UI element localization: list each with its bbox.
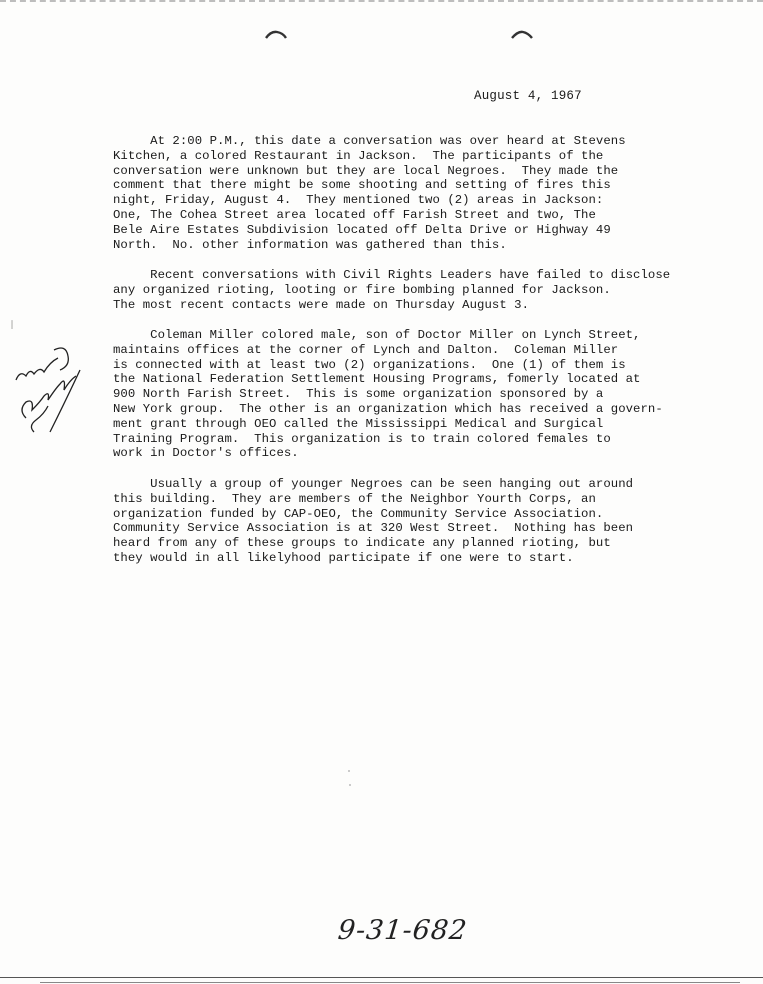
handwritten-file-number: 9-31-682: [336, 915, 469, 946]
paragraph-4: Usually a group of younger Negroes can be seen hanging out around this building. They are members of the Neighbor Yourth Corps, an organization funded by CAP-OEO, the Community Service Association. Community Service Association is at 320 West Street. Nothing has been heard from any of these groups to indicate any planned rioting, but they would in all likelyhood participate if one were to start.: [113, 477, 634, 565]
document-date: August 4, 1967: [474, 89, 582, 103]
punch-hole-mark-left: [265, 30, 287, 40]
margin-tick-mark: ᛁ: [9, 321, 15, 332]
punch-hole-mark-right: [511, 30, 533, 40]
handwritten-margin-signature: [4, 340, 84, 440]
paragraph-1: At 2:00 P.M., this date a conversation was over heard at Stevens Kitchen, a colored Restaurant in Jackson. The participants of the conversation were unknown but they are local Negroes. They made the comment that there might be some shooting and setting of fires this night, Friday, August 4. They mentioned two (2) areas in Jackson: One, The Cohea Street area located off Farish Street and two, The Bele Aire Estates Subdivision located off Delta Drive or Highway 49 North. No. other information was gathered than this.: [113, 134, 626, 252]
bottom-edge-line-secondary: [40, 982, 740, 983]
bottom-edge-line: [0, 977, 763, 978]
paragraph-2: Recent conversations with Civil Rights Leaders have failed to disclose any organized rioting, looting or fire bombing planned for Jackson. The most recent contacts were made on Thursday August 3.: [113, 268, 671, 312]
top-edge-border: [0, 0, 763, 5]
paragraph-3: Coleman Miller colored male, son of Doctor Miller on Lynch Street, maintains offices at the corner of Lynch and Dalton. Coleman Miller is connected with at least two (2) organizations. One (1) of them is the National Federation Settlement Housing Programs, fomerly located at 900 North Farish Street. This is some organization sponsored by a New York group. The other is an organization which has received a govern- ment grant through OEO called the Mississippi Medical and Surgical Training Program. This organization is to train colored females to work in Doctor's offices.: [113, 328, 663, 461]
scan-speck: [348, 770, 350, 772]
scan-speck: [349, 784, 351, 786]
